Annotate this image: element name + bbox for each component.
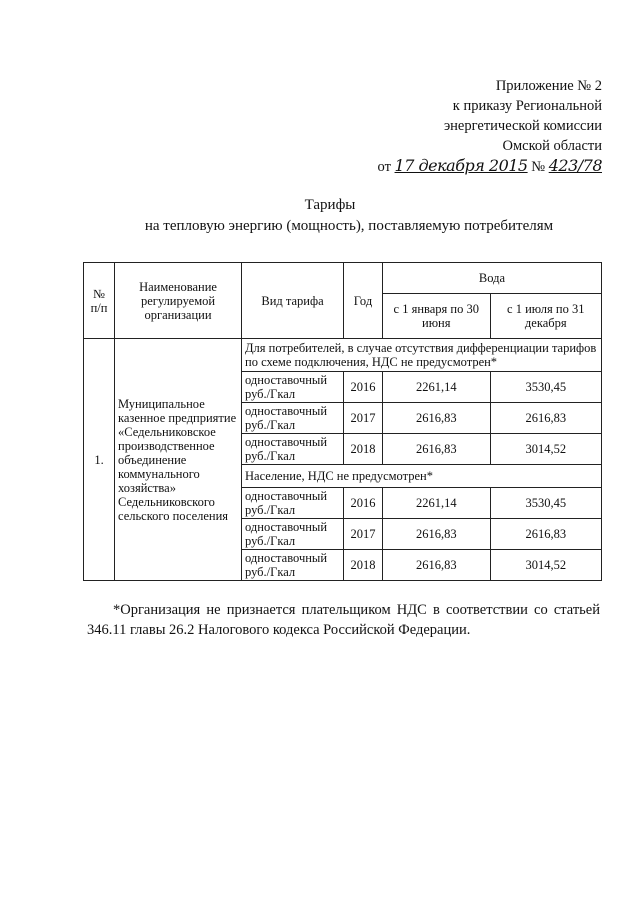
value-period-1: 2616,83: [383, 519, 491, 550]
col-header-period-1: с 1 января по 30 июня: [383, 294, 491, 339]
tariff-unit: руб./Гкал: [245, 387, 296, 401]
value-period-2: 2616,83: [490, 519, 601, 550]
tariff-type-cell: [242, 488, 344, 519]
order-date-prefix: от: [377, 159, 391, 175]
year-cell: 2016: [344, 488, 383, 519]
header-line: Омской области: [502, 138, 602, 154]
year-cell: 2018: [344, 550, 383, 581]
year-cell: 2017: [344, 519, 383, 550]
header-row: [84, 263, 602, 294]
header-line: Приложение № 2: [495, 78, 602, 94]
tariff-unit: руб./Гкал: [245, 565, 296, 579]
tariff-type-cell: [242, 372, 344, 403]
col-header-water: Вода: [383, 263, 602, 294]
value-period-1: 2261,14: [383, 372, 491, 403]
tariff-type-cell: [242, 403, 344, 434]
header-line: энергетической комиссии: [443, 118, 602, 134]
order-number: 423/78: [548, 156, 602, 175]
tariff-type-cell: [242, 434, 344, 465]
value-period-1: 2261,14: [383, 488, 491, 519]
tariff-type: одноставочный: [245, 551, 328, 565]
tariff-type: одноставочный: [245, 520, 328, 534]
title-sub: на тепловую энергию (мощность), поставляемую потребителям: [144, 218, 554, 234]
title-main: Тарифы: [304, 197, 356, 213]
tariff-type: одноставочный: [245, 404, 328, 418]
header-line: к приказу Региональной: [452, 98, 602, 114]
value-period-2: 3014,52: [490, 550, 601, 581]
col-header-number: № п/п: [84, 263, 115, 339]
tariff-type: одноставочный: [245, 435, 328, 449]
order-date: 17 декабря 2015: [394, 156, 528, 175]
tariff-type: одноставочный: [245, 489, 328, 503]
year-cell: 2018: [344, 434, 383, 465]
col-header-period-2: с 1 июля по 31 декабря: [490, 294, 601, 339]
value-period-2: 3014,52: [490, 434, 601, 465]
year-cell: 2017: [344, 403, 383, 434]
section-row: [84, 339, 602, 372]
order-reference: [378, 156, 602, 177]
section-label: Население, НДС не предусмотрен*: [242, 465, 602, 488]
value-period-1: 2616,83: [383, 550, 491, 581]
value-period-2: 3530,45: [490, 372, 601, 403]
tariff-type-cell: [242, 519, 344, 550]
section-label: Для потребителей, в случае отсутствия дифференциации тарифов по схеме подключения, НДС не предусмотрен*: [242, 339, 602, 372]
value-period-1: 2616,83: [383, 403, 491, 434]
footnote-text: *Организация не признается плательщиком НДС в соответствии со статьей 346.11 главы 26.2 Налогового кодекса Российской Федерации.: [87, 602, 600, 638]
tariff-type-cell: [242, 550, 344, 581]
value-period-2: 2616,83: [490, 403, 601, 434]
tariff-unit: руб./Гкал: [245, 449, 296, 463]
organization-name: Муниципальное казенное предприятие «Седельниковское производственное объединение коммунального хозяйства» Седельниковского сельского поселения: [115, 339, 242, 581]
col-header-organization: Наименование регулируемой организации: [115, 263, 242, 339]
tariff-unit: руб./Гкал: [245, 418, 296, 432]
document-title: [0, 195, 640, 237]
col-header-year: Год: [344, 263, 383, 339]
tariff-unit: руб./Гкал: [245, 503, 296, 517]
tariff-unit: руб./Гкал: [245, 534, 296, 548]
col-header-tariff-type: Вид тарифа: [242, 263, 344, 339]
row-number: 1.: [84, 339, 115, 581]
year-cell: 2016: [344, 372, 383, 403]
value-period-2: 3530,45: [490, 488, 601, 519]
appendix-header: [378, 76, 602, 177]
tariff-table: [83, 262, 602, 581]
order-number-label: №: [531, 159, 546, 175]
value-period-1: 2616,83: [383, 434, 491, 465]
footnote: [87, 600, 600, 640]
tariff-type: одноставочный: [245, 373, 328, 387]
